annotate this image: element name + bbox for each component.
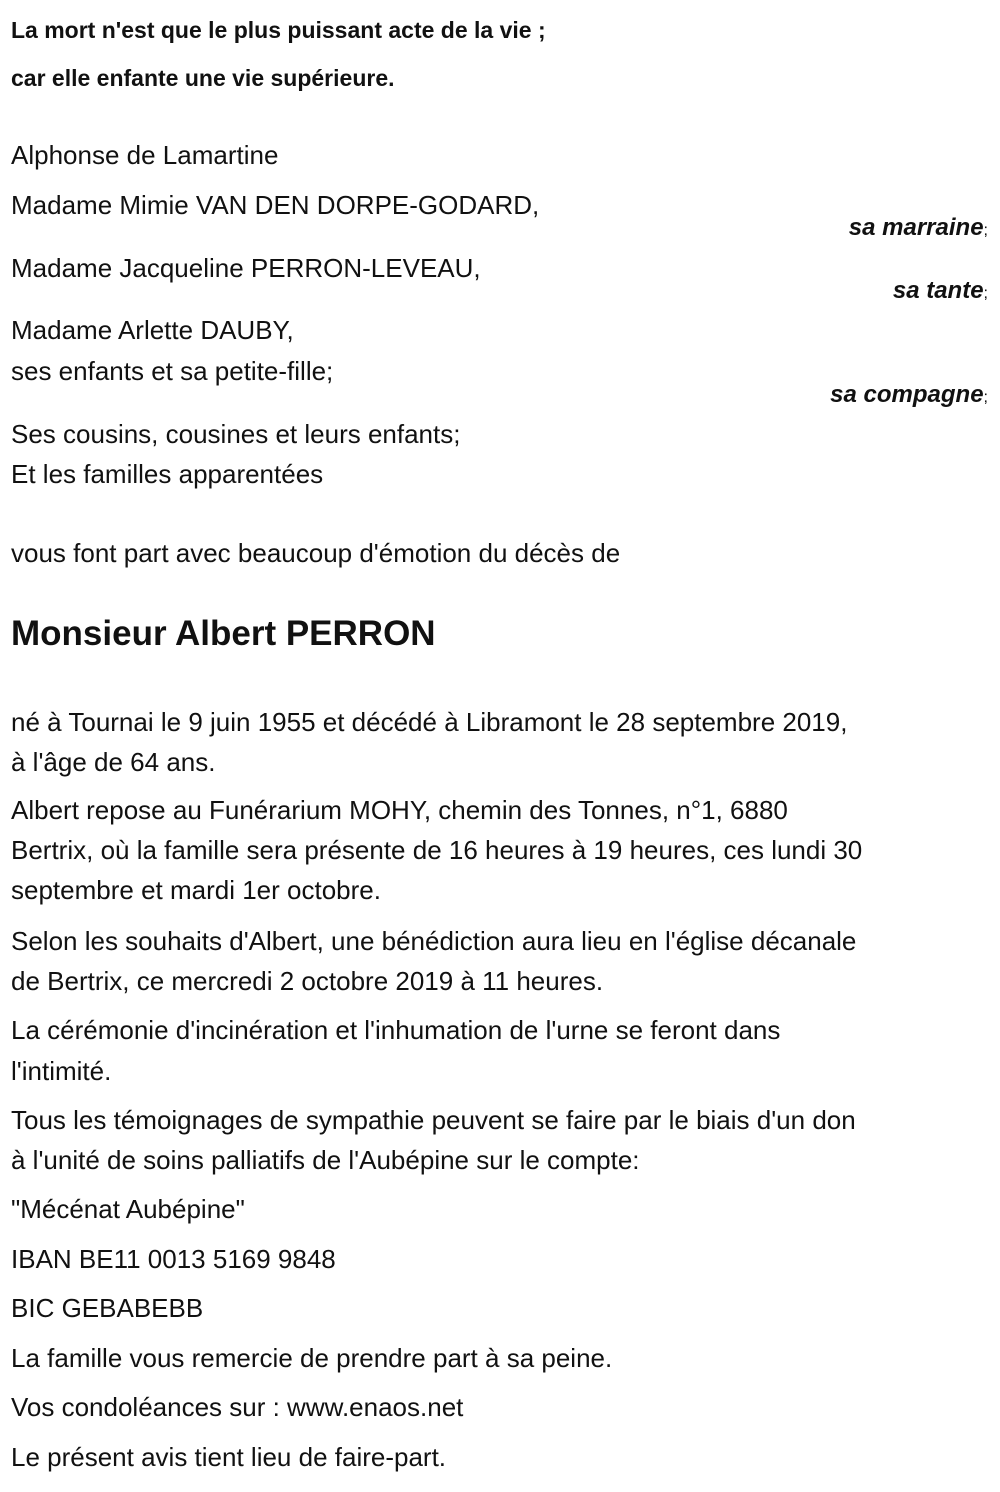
paragraph-line: Selon les souhaits d'Albert, une bénédiction aura lieu en l'église décanale (11, 926, 857, 956)
paragraph-line: septembre et mardi 1er octobre. (11, 875, 381, 905)
paragraph-line: BIC GEBABEBB (11, 1293, 204, 1323)
quote-author: Alphonse de Lamartine (11, 140, 279, 170)
announcement: vous font part avec beaucoup d'émotion du décès de (11, 538, 621, 568)
family-member-name: Madame Jacqueline PERRON-LEVEAU, (11, 253, 481, 283)
quote-line: La mort n'est que le plus puissant acte de la vie ; (11, 17, 546, 43)
paragraph-line: à l'âge de 64 ans. (11, 747, 216, 777)
other-family: Et les familles apparentées (11, 459, 324, 489)
paragraph-line: IBAN BE11 0013 5169 9848 (11, 1244, 336, 1274)
paragraph-line: Le présent avis tient lieu de faire-part. (11, 1442, 447, 1472)
paragraph-line: Bertrix, où la famille sera présente de 16 heures à 19 heures, ces lundi 30 (11, 835, 863, 865)
family-member-relation: sa compagne; (830, 381, 988, 408)
other-family: Ses cousins, cousines et leurs enfants; (11, 419, 461, 449)
paragraph-line: à l'unité de soins palliatifs de l'Aubépine sur le compte: (11, 1145, 640, 1175)
family-member-relation: sa tante; (892, 277, 988, 304)
paragraph-line: Vos condoléances sur : www.enaos.net (11, 1392, 464, 1422)
family-member-name: Madame Mimie VAN DEN DORPE-GODARD, (11, 190, 540, 220)
paragraph-line: l'intimité. (11, 1056, 112, 1086)
family-member-name: Madame Arlette DAUBY, (11, 315, 294, 345)
family-member-relation: sa marraine; (848, 214, 988, 241)
paragraph-line: de Bertrix, ce mercredi 2 octobre 2019 à 11 heures. (11, 966, 604, 996)
family-member-extra: ses enfants et sa petite-fille; (11, 356, 334, 386)
paragraph-line: Albert repose au Funérarium MOHY, chemin des Tonnes, n°1, 6880 (11, 795, 788, 825)
paragraph-line: La cérémonie d'incinération et l'inhumation de l'urne se feront dans (11, 1015, 781, 1045)
quote-line: car elle enfante une vie supérieure. (11, 65, 395, 91)
deceased-name: Monsieur Albert PERRON (11, 614, 436, 653)
paragraph-line: La famille vous remercie de prendre part à sa peine. (11, 1343, 613, 1373)
paragraph-line: "Mécénat Aubépine" (11, 1194, 245, 1224)
paragraph-line: Tous les témoignages de sympathie peuvent se faire par le biais d'un don (11, 1105, 856, 1135)
paragraph-line: né à Tournai le 9 juin 1955 et décédé à Libramont le 28 septembre 2019, (11, 707, 848, 737)
